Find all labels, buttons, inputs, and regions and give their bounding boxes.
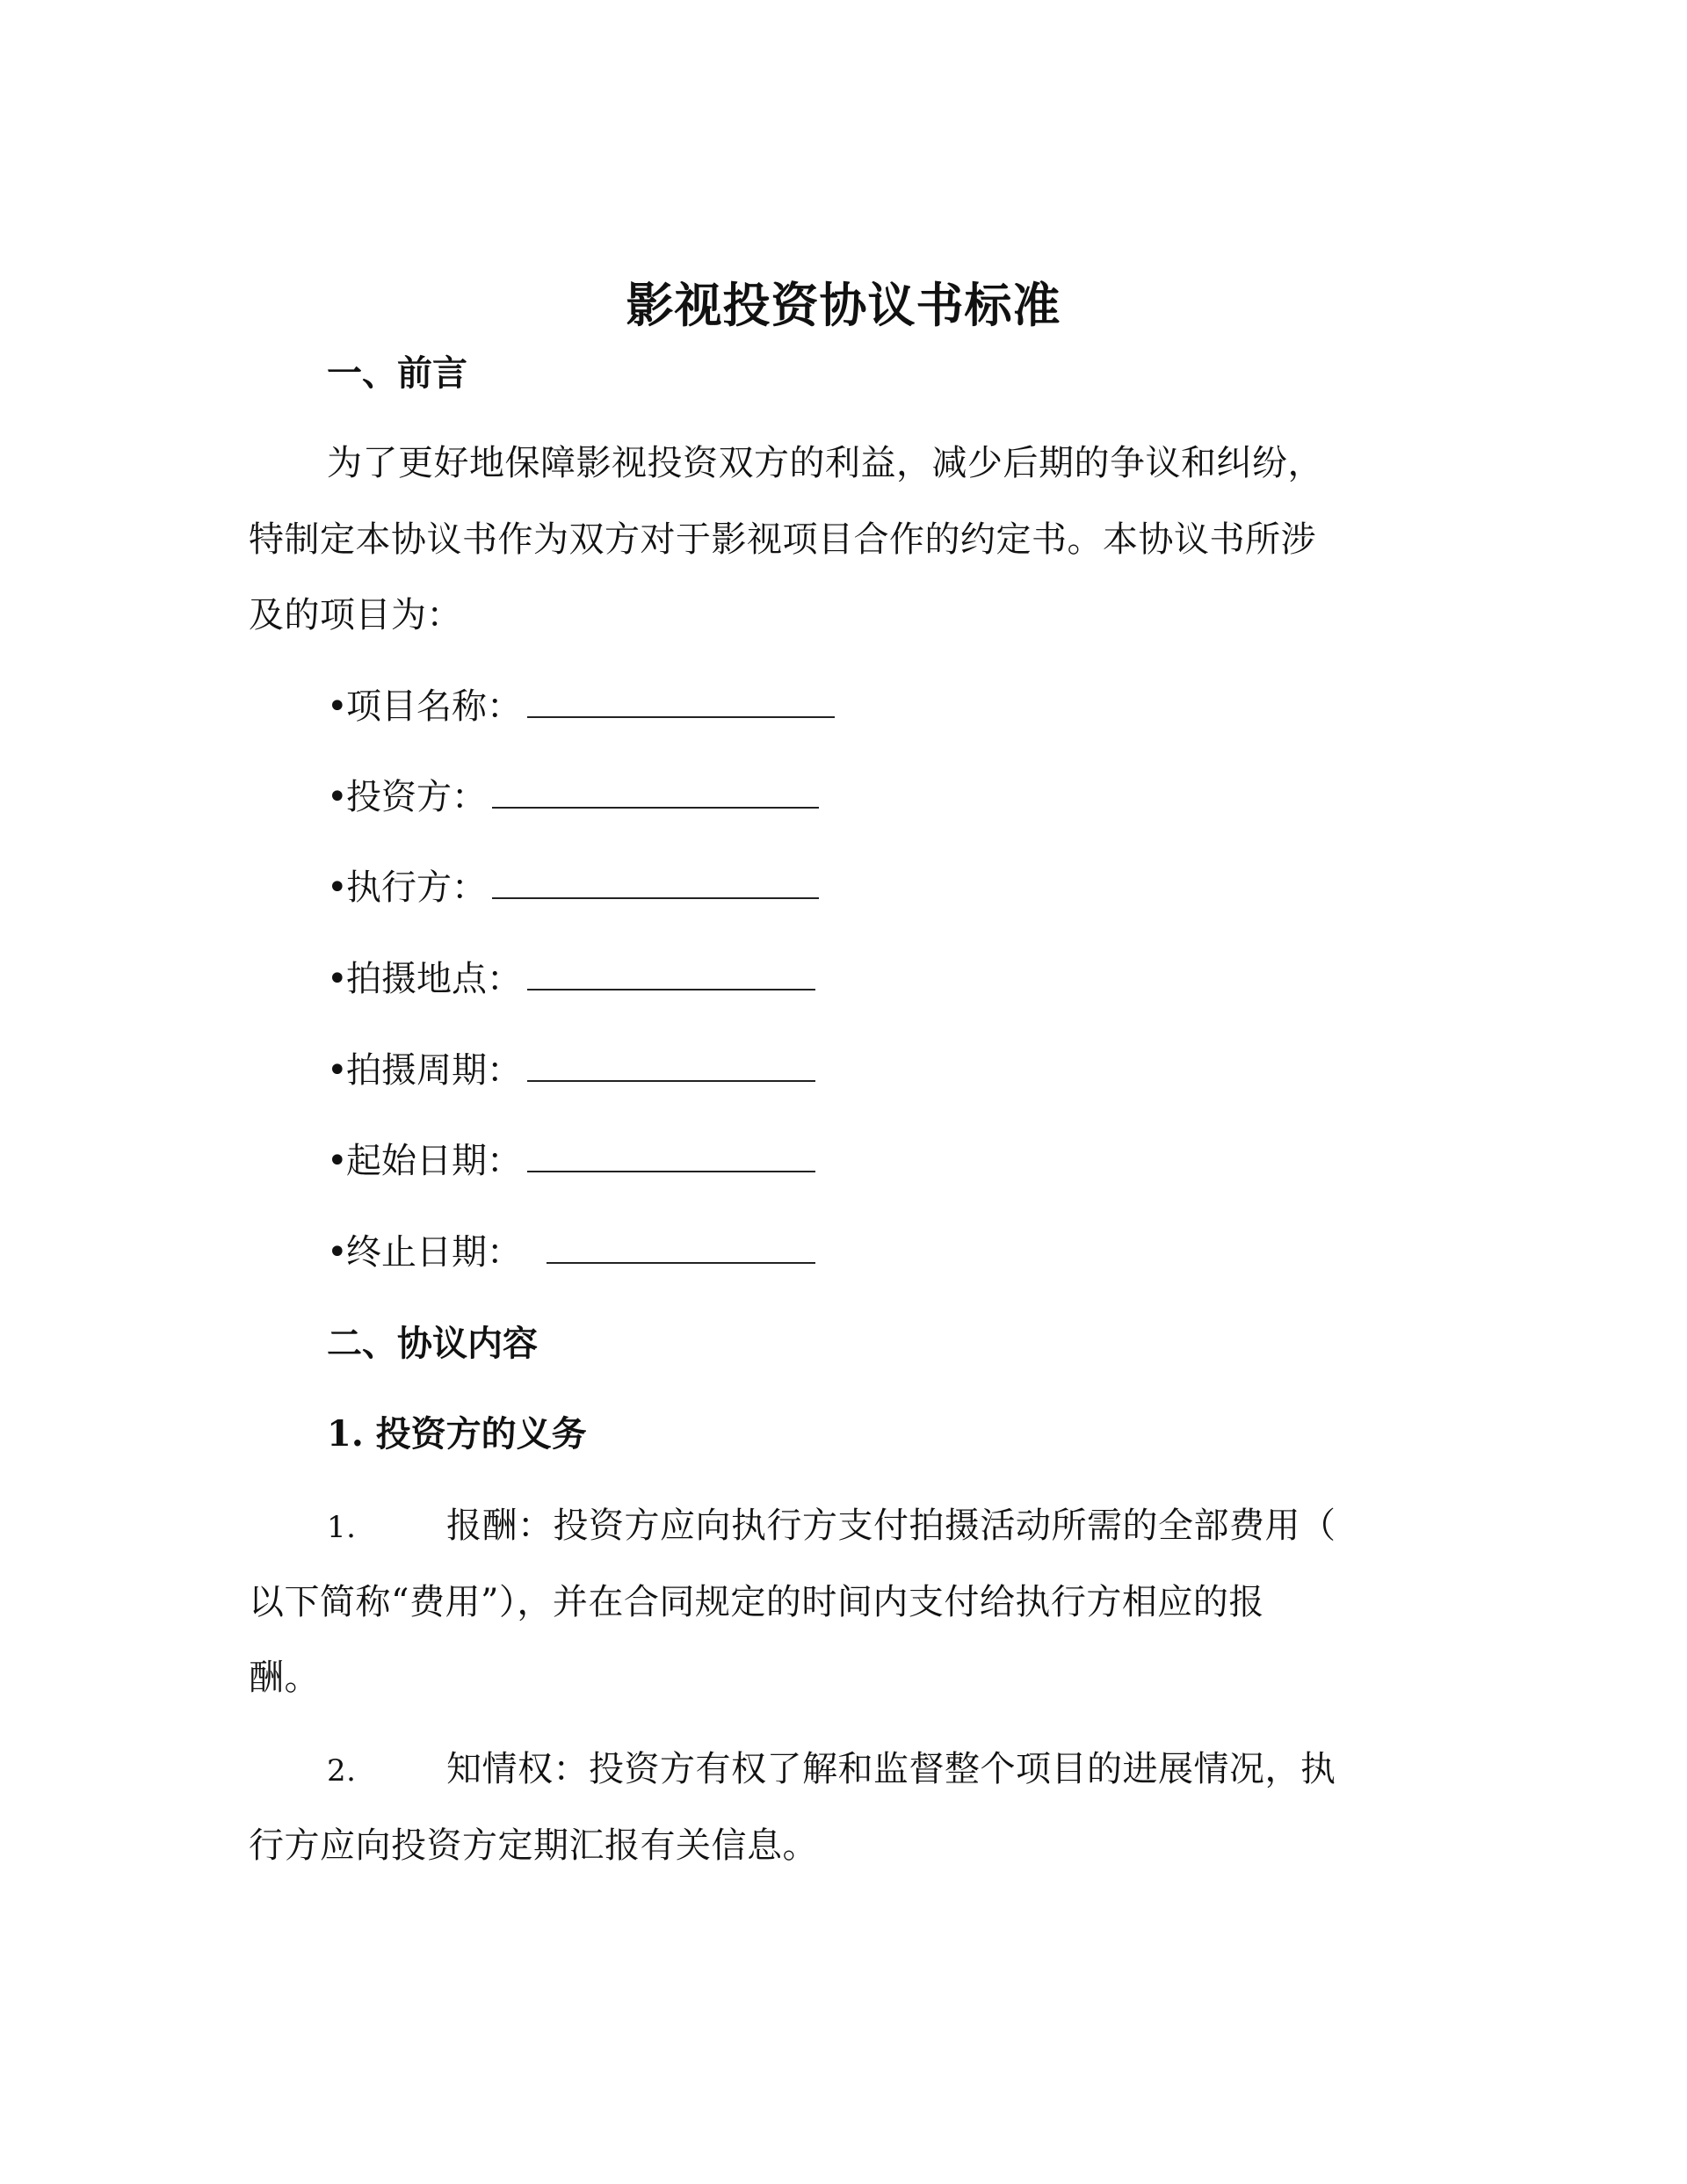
field-label: 执行方： bbox=[346, 867, 487, 908]
field-label: 终止日期： bbox=[346, 1232, 522, 1273]
field-label: 拍摄周期： bbox=[346, 1050, 522, 1091]
field-shooting-location bbox=[327, 951, 815, 1001]
field-label: 拍摄地点： bbox=[346, 959, 522, 999]
bullet-icon: • bbox=[327, 959, 348, 999]
field-executor bbox=[327, 860, 819, 910]
paragraph-line: 为了更好地保障影视投资双方的利益，减少后期的争议和纠纷， bbox=[327, 443, 1323, 483]
section-heading-agreement-content: 二、协议内容 bbox=[327, 1323, 538, 1364]
bullet-icon: • bbox=[327, 867, 348, 908]
list-item-line: 以下简称“费用”），并在合同规定的时间内支付给执行方相应的报 bbox=[249, 1582, 1264, 1622]
field-label: 起始日期： bbox=[346, 1141, 522, 1181]
bullet-icon: • bbox=[327, 777, 348, 817]
list-item-line: 酬。 bbox=[249, 1658, 320, 1698]
item-text: 报酬：投资方应向执行方支付拍摄活动所需的全部费用（ bbox=[446, 1506, 1336, 1546]
subheading-investor-obligations: 1. 投资方的义务 bbox=[327, 1413, 587, 1455]
field-label: 项目名称： bbox=[346, 686, 522, 727]
fill-in-blank bbox=[527, 1141, 815, 1172]
bullet-icon: • bbox=[327, 1232, 348, 1273]
fill-in-blank bbox=[492, 777, 819, 809]
field-shooting-period bbox=[327, 1042, 815, 1092]
list-item-line: 行方应向投资方定期汇报有关信息。 bbox=[249, 1825, 818, 1866]
field-project-name bbox=[327, 678, 835, 729]
list-item-line bbox=[327, 1498, 1336, 1548]
bullet-icon: • bbox=[327, 686, 348, 727]
section-heading-preface: 一、前言 bbox=[327, 352, 467, 394]
paragraph-line: 特制定本协议书作为双方对于影视项目合作的约定书。本协议书所涉 bbox=[249, 519, 1316, 560]
field-start-date bbox=[327, 1133, 815, 1183]
fill-in-blank bbox=[547, 1232, 815, 1264]
document-title: 影视投资协议书标准 bbox=[626, 277, 1061, 333]
fill-in-blank bbox=[527, 1050, 815, 1082]
bullet-icon: • bbox=[327, 1141, 348, 1181]
bullet-icon: • bbox=[327, 1050, 348, 1091]
field-label: 投资方： bbox=[346, 777, 487, 817]
fill-in-blank bbox=[492, 867, 819, 899]
item-number: 1. bbox=[327, 1510, 357, 1545]
field-end-date bbox=[327, 1224, 815, 1274]
list-item-line bbox=[327, 1741, 1336, 1791]
field-investor bbox=[327, 769, 819, 819]
item-number: 2. bbox=[327, 1753, 357, 1789]
fill-in-blank bbox=[527, 686, 835, 718]
item-text: 知情权：投资方有权了解和监督整个项目的进展情况，执 bbox=[446, 1749, 1336, 1789]
fill-in-blank bbox=[527, 959, 815, 990]
paragraph-line: 及的项目为： bbox=[249, 595, 462, 635]
